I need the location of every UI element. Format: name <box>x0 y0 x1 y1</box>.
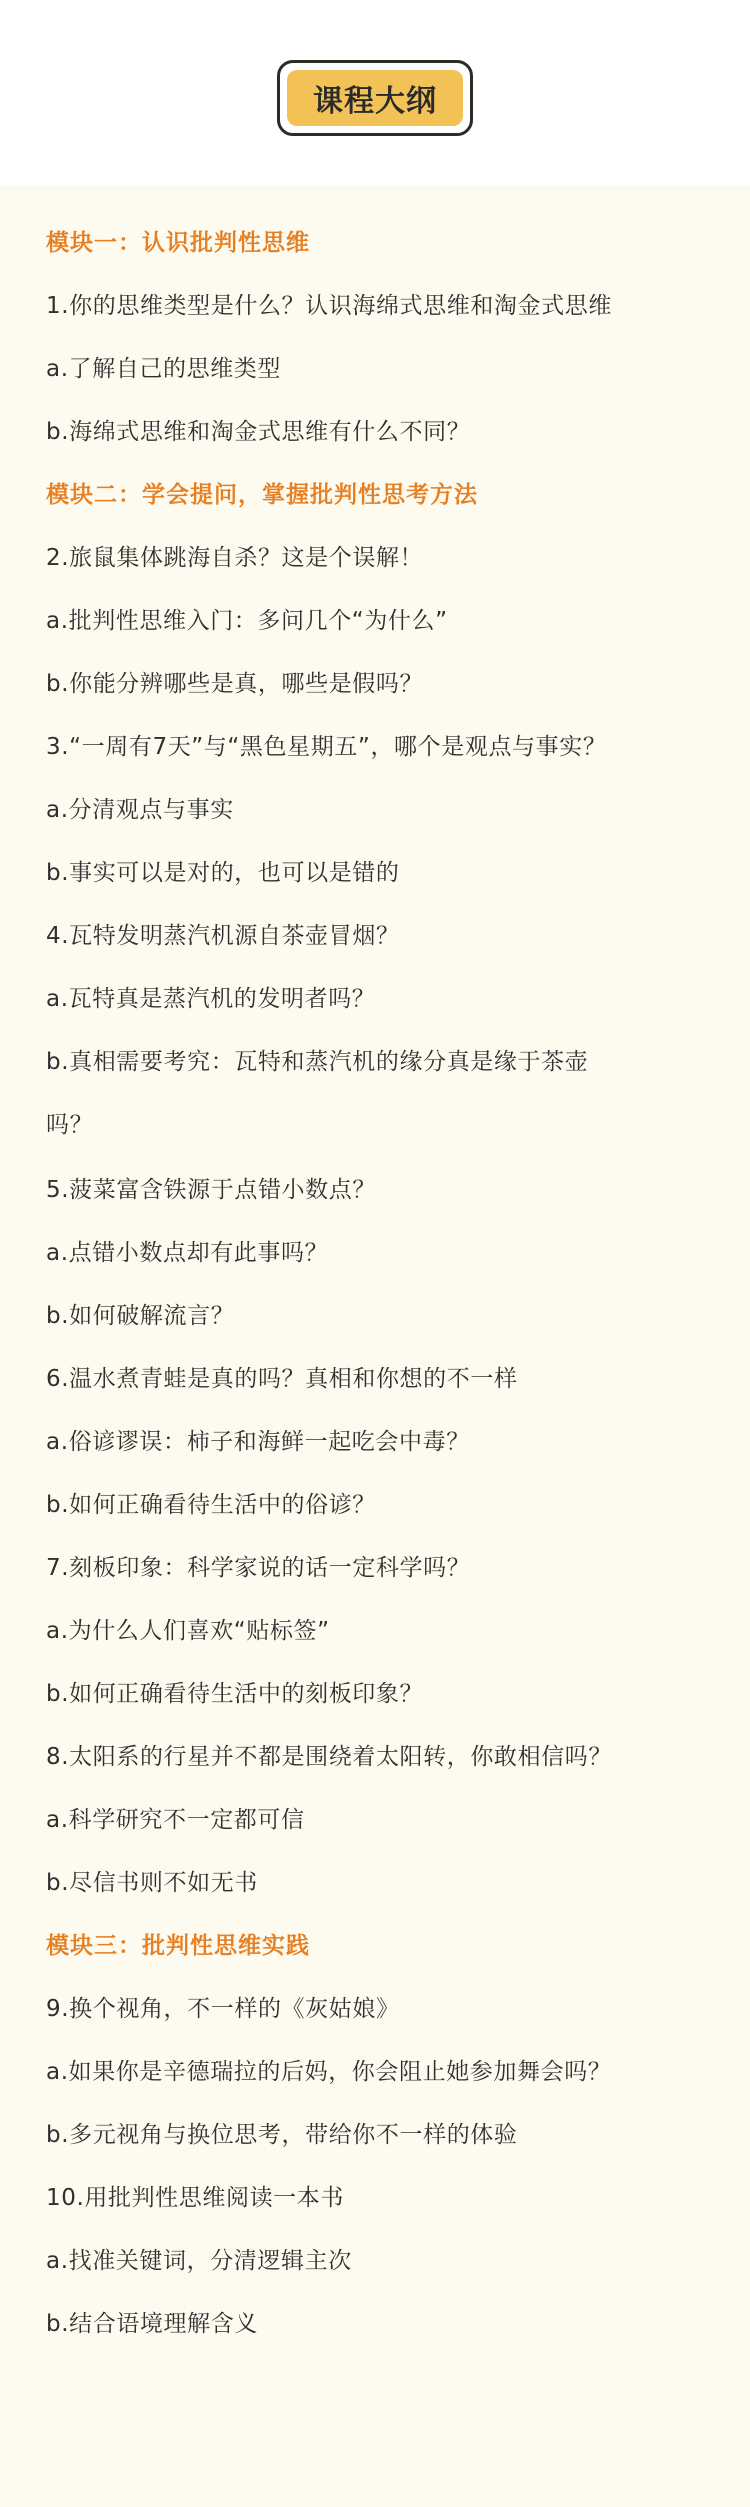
module-heading: 模块三：批判性思维实践 <box>46 1933 310 1959</box>
outline-line: a.如果你是辛德瑞拉的后妈，你会阻止她参加舞会吗？ <box>46 2059 612 2085</box>
outline-line: b.事实可以是对的，也可以是错的 <box>46 860 400 886</box>
outline-line: b.尽信书则不如无书 <box>46 1870 258 1896</box>
outline-line: b.如何破解流言？ <box>46 1303 235 1329</box>
outline-line: b.你能分辨哪些是真，哪些是假吗？ <box>46 671 424 697</box>
outline-line: a.分清观点与事实 <box>46 797 234 823</box>
outline-line: 10.用批判性思维阅读一本书 <box>46 2185 344 2211</box>
outline-line: a.瓦特真是蒸汽机的发明者吗？ <box>46 986 376 1012</box>
outline-line: a.了解自己的思维类型 <box>46 356 282 382</box>
outline-line: 3.“一周有7天”与“黑色星期五”，哪个是观点与事实？ <box>46 734 607 760</box>
outline-line: b.多元视角与换位思考，带给你不一样的体验 <box>46 2122 518 2148</box>
page-title: 课程大纲 <box>287 70 463 126</box>
outline-line: a.为什么人们喜欢“贴标签” <box>46 1618 330 1644</box>
outline-line: b.海绵式思维和淘金式思维有什么不同？ <box>46 419 471 445</box>
outline-line: 2.旅鼠集体跳海自杀？这是个误解！ <box>46 545 424 571</box>
outline-line: b.真相需要考究：瓦特和蒸汽机的缘分真是缘于茶壶 <box>46 1049 589 1075</box>
title-badge <box>277 60 473 136</box>
outline-line: b.结合语境理解含义 <box>46 2311 258 2337</box>
module-heading: 模块二：学会提问，掌握批判性思考方法 <box>46 482 478 508</box>
module-heading: 模块一：认识批判性思维 <box>46 230 310 256</box>
outline-line: 6.温水煮青蛙是真的吗？真相和你想的不一样 <box>46 1366 518 1392</box>
outline-line: a.科学研究不一定都可信 <box>46 1807 305 1833</box>
outline-line: 5.菠菜富含铁源于点错小数点？ <box>46 1177 376 1203</box>
outline-line: 1.你的思维类型是什么？认识海绵式思维和淘金式思维 <box>46 293 612 319</box>
header-area <box>0 0 750 185</box>
outline-line: 4.瓦特发明蒸汽机源自茶壶冒烟？ <box>46 923 400 949</box>
outline-line: 8.太阳系的行星并不都是围绕着太阳转，你敢相信吗？ <box>46 1744 612 1770</box>
outline-line: a.点错小数点却有此事吗？ <box>46 1240 329 1266</box>
outline-line: b.如何正确看待生活中的刻板印象？ <box>46 1681 424 1707</box>
outline-line: a.批判性思维入门：多问几个“为什么” <box>46 608 448 634</box>
outline-line: a.俗谚谬误：柿子和海鲜一起吃会中毒？ <box>46 1429 470 1455</box>
outline-line: 9.换个视角，不一样的《灰姑娘》 <box>46 1996 400 2022</box>
outline-content <box>0 185 750 2507</box>
outline-line: b.如何正确看待生活中的俗谚？ <box>46 1492 376 1518</box>
outline-line: 7.刻板印象：科学家说的话一定科学吗？ <box>46 1555 471 1581</box>
outline-line: 吗？ <box>46 1112 94 1138</box>
outline-line: a.找准关键词，分清逻辑主次 <box>46 2248 352 2274</box>
